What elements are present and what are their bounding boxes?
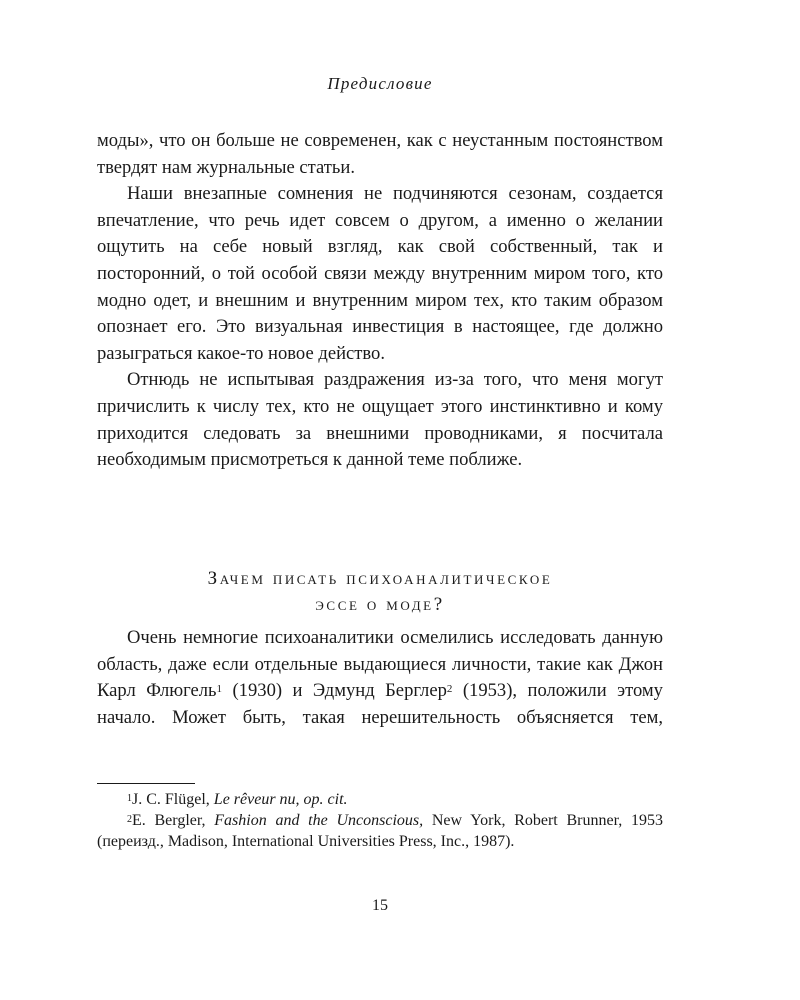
section-heading <box>97 566 663 618</box>
footnote-number: 1 <box>127 793 132 804</box>
footnote-author: J. C. Flügel, <box>132 791 214 808</box>
footnote <box>97 789 663 810</box>
book-page <box>97 0 663 1000</box>
section-text <box>97 625 663 731</box>
footnote-number: 2 <box>127 814 132 825</box>
paragraph: Отнюдь не испытывая раздражения из-за того, что меня могут причислить к числу тех, кто не ощущает этого инстинктивно и кому приходится следовать за внешними проводниками, я посчитала необходимым присмотреться к данной теме поближе. <box>97 369 663 471</box>
text-fragment: (1930) и Эдмунд Берглер <box>222 680 447 702</box>
footnote-reference[interactable]: 1 <box>216 683 223 696</box>
paragraph <box>97 625 663 731</box>
footnote-title: Fashion and the Unconscious, <box>214 812 424 829</box>
footnote-title: Le rêveur nu, op. cit. <box>213 791 348 808</box>
footnotes <box>97 789 663 852</box>
footnote-author: E. Bergler, <box>132 812 215 829</box>
running-head: Предисловие <box>327 74 433 93</box>
footnote-reference[interactable]: 2 <box>446 683 453 696</box>
text-fragment: (1953), положили этому начало. Может быть, такая нерешительность объясняется тем, <box>97 680 663 728</box>
section-heading-line: Зачем писать психоаналитическое <box>207 568 553 589</box>
paragraph: Наши внезапные сомнения не подчиняются сезонам, создается впечатление, что речь идет совсем о другом, а именно о желании ощутить на себе новый взгляд, как свой собственный, так и посторонний, о той особой связи между внутренним миром того, кто модно одет, и внешним и внутренним миром тех, кто таким образом опознает его. Это визуальная инвестиция в настоящее, где должно разыграться какое-то новое действо. <box>97 183 663 364</box>
text-fragment: Очень немногие психоаналитики осмелились исследовать данную область, даже если отдельные выдающиеся личности, такие как Джон Карл Флюгель <box>97 627 663 702</box>
footnote-rest: New York, Robert Brunner, 1953 (переизд., Madison, International Universities Press, Inc., 1987). <box>97 812 664 850</box>
footnote-divider <box>97 783 195 784</box>
paragraph: моды», что он больше не современен, как с неустанным постоянством твердят нам журнальные статьи. <box>97 130 663 178</box>
page-number: 15 <box>372 897 388 914</box>
body-text <box>97 128 663 474</box>
section-heading-line: эссе о моде? <box>315 594 445 615</box>
footnote <box>97 810 663 852</box>
